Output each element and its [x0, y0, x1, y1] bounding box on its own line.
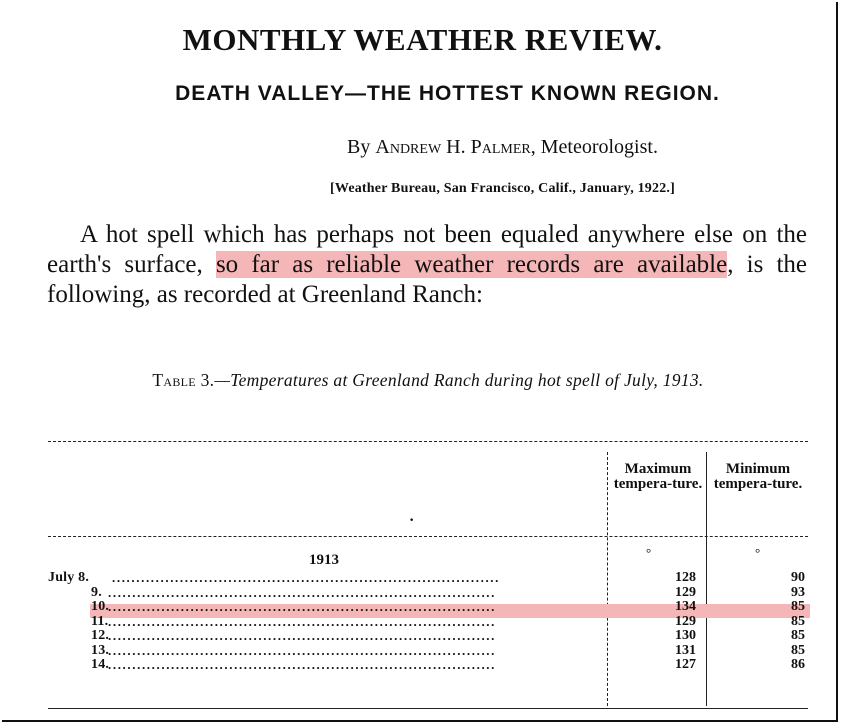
row-min-temp: 86 — [791, 657, 805, 672]
dot-leader: ................................................................................ — [108, 613, 496, 629]
table-row — [0, 628, 845, 643]
row-min-temp: 85 — [791, 642, 805, 658]
highlighted-phrase: so far as reliable weather records are available — [215, 251, 728, 278]
row-max-temp: 129 — [675, 584, 696, 600]
author-name: Andrew H. Palmer — [375, 136, 531, 158]
column-header-maximum: Maximum tempera-ture. — [613, 461, 703, 492]
table-row — [0, 585, 845, 600]
row-date-label: 9. — [91, 584, 102, 600]
paragraph-text-before: A hot spell which has perhaps not been equaled anywhere else on the earth's surface, — [47, 221, 807, 278]
dot-leader: ................................................................................ — [108, 599, 496, 614]
row-min-temp: 90 — [791, 570, 805, 585]
intro-paragraph — [47, 220, 807, 310]
row-max-temp: 130 — [675, 628, 696, 643]
table-top-rule — [48, 441, 808, 442]
dot-leader: ................................................................................ — [108, 642, 496, 658]
row-max-temp: 128 — [675, 570, 696, 585]
author-role: , Meteorologist. — [530, 136, 658, 158]
dot-leader: ................................................................................ — [112, 570, 500, 585]
byline-prefix: By — [347, 136, 371, 158]
row-date-label: 10. — [91, 599, 110, 614]
table-label: Table 3. — [152, 370, 215, 390]
row-date-label: 12. — [91, 628, 110, 643]
dot-leader: ................................................................................ — [108, 657, 496, 672]
table-bottom-rule — [48, 708, 808, 709]
table-row — [0, 570, 845, 585]
dot-leader: ................................................................................ — [108, 584, 496, 600]
unit-minimum: ° — [755, 545, 761, 560]
table-header-rule — [48, 536, 808, 537]
row-min-temp: 85 — [791, 599, 805, 614]
stub-mark: · — [409, 512, 415, 529]
row-max-temp: 129 — [675, 613, 696, 629]
row-max-temp: 127 — [675, 657, 696, 672]
row-date-label: 14. — [91, 657, 110, 672]
row-min-temp: 85 — [791, 613, 805, 629]
row-date-label: July 8. — [48, 570, 90, 585]
journal-title: MONTHLY WEATHER REVIEW. — [182, 22, 663, 57]
row-max-temp: 134 — [675, 599, 696, 614]
row-min-temp: 85 — [791, 628, 805, 643]
paragraph-text-after: , is the following, as recorded at Greenland Ranch: — [47, 251, 807, 308]
article-title: DEATH VALLEY—THE HOTTEST KNOWN REGION. — [175, 82, 720, 105]
table-caption — [48, 368, 808, 392]
table-row — [0, 657, 845, 672]
table-row — [0, 599, 845, 614]
table-row — [0, 643, 845, 658]
row-max-temp: 131 — [675, 642, 696, 658]
byline — [0, 136, 845, 159]
unit-maximum: ° — [646, 545, 652, 560]
column-header-minimum: Minimum tempera-ture. — [713, 461, 803, 492]
year-label: 1913 — [309, 552, 339, 568]
table-row — [0, 614, 845, 629]
table-caption-text: —Temperatures at Greenland Ranch during hot spell of July, 1913. — [214, 370, 704, 390]
row-min-temp: 93 — [791, 584, 805, 600]
dot-leader: ................................................................................ — [108, 628, 496, 643]
row-date-label: 13. — [91, 642, 110, 658]
row-date-label: 11. — [91, 613, 109, 629]
dateline: [Weather Bureau, San Francisco, Calif., January, 1922.] — [330, 181, 675, 196]
